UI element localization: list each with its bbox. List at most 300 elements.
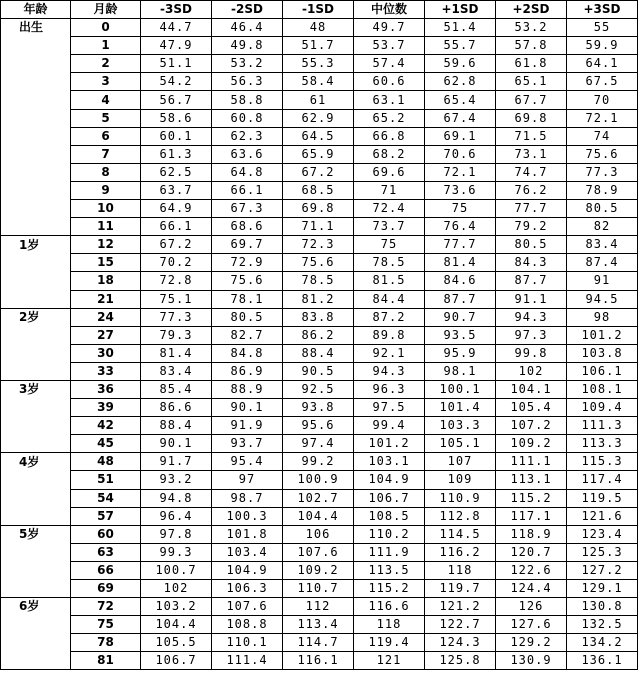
month-age-cell: 75 bbox=[71, 616, 141, 634]
age-group-cell bbox=[1, 561, 71, 579]
value-cell: 113.3 bbox=[567, 435, 638, 453]
month-age-cell: 60 bbox=[71, 525, 141, 543]
value-cell: 107.2 bbox=[496, 417, 567, 435]
table-row bbox=[1, 218, 638, 236]
value-cell: 91.7 bbox=[141, 453, 212, 471]
value-cell: 74.7 bbox=[496, 163, 567, 181]
value-cell: 77.3 bbox=[141, 308, 212, 326]
value-cell: 76.2 bbox=[496, 181, 567, 199]
value-cell: 71 bbox=[354, 181, 425, 199]
value-cell: 107.6 bbox=[283, 543, 354, 561]
month-age-cell: 54 bbox=[71, 489, 141, 507]
value-cell: 99.4 bbox=[354, 417, 425, 435]
month-age-cell: 2 bbox=[71, 55, 141, 73]
value-cell: 87.7 bbox=[496, 272, 567, 290]
header-age: 年龄 bbox=[1, 1, 71, 19]
value-cell: 124.3 bbox=[425, 634, 496, 652]
value-cell: 75.6 bbox=[212, 272, 283, 290]
value-cell: 121.6 bbox=[567, 507, 638, 525]
age-group-cell bbox=[1, 507, 71, 525]
value-cell: 101.2 bbox=[567, 326, 638, 344]
month-age-cell: 81 bbox=[71, 652, 141, 670]
value-cell: 72.1 bbox=[425, 163, 496, 181]
value-cell: 97.8 bbox=[141, 525, 212, 543]
value-cell: 102 bbox=[141, 580, 212, 598]
age-group-cell bbox=[1, 181, 71, 199]
value-cell: 114.5 bbox=[425, 525, 496, 543]
table-row bbox=[1, 272, 638, 290]
header-minus-2sd: -2SD bbox=[212, 1, 283, 19]
value-cell: 106.3 bbox=[212, 580, 283, 598]
table-header-row bbox=[1, 1, 638, 19]
value-cell: 94.3 bbox=[496, 308, 567, 326]
age-group-cell bbox=[1, 471, 71, 489]
value-cell: 55.3 bbox=[283, 55, 354, 73]
table-row bbox=[1, 344, 638, 362]
table-row bbox=[1, 417, 638, 435]
value-cell: 61.3 bbox=[141, 145, 212, 163]
value-cell: 112.8 bbox=[425, 507, 496, 525]
value-cell: 55 bbox=[567, 19, 638, 37]
value-cell: 69.8 bbox=[496, 109, 567, 127]
value-cell: 122.6 bbox=[496, 561, 567, 579]
value-cell: 67.2 bbox=[141, 236, 212, 254]
value-cell: 68.2 bbox=[354, 145, 425, 163]
month-age-cell: 5 bbox=[71, 109, 141, 127]
value-cell: 96.3 bbox=[354, 380, 425, 398]
value-cell: 68.6 bbox=[212, 218, 283, 236]
value-cell: 75 bbox=[425, 200, 496, 218]
age-group-cell: 2岁 bbox=[1, 308, 71, 326]
header-month: 月龄 bbox=[71, 1, 141, 19]
value-cell: 71.1 bbox=[283, 218, 354, 236]
value-cell: 103.2 bbox=[141, 598, 212, 616]
value-cell: 115.3 bbox=[567, 453, 638, 471]
value-cell: 95.6 bbox=[283, 417, 354, 435]
table-row bbox=[1, 145, 638, 163]
value-cell: 60.6 bbox=[354, 73, 425, 91]
value-cell: 94.5 bbox=[567, 290, 638, 308]
month-age-cell: 11 bbox=[71, 218, 141, 236]
month-age-cell: 63 bbox=[71, 543, 141, 561]
month-age-cell: 78 bbox=[71, 634, 141, 652]
value-cell: 117.4 bbox=[567, 471, 638, 489]
value-cell: 103.1 bbox=[354, 453, 425, 471]
month-age-cell: 42 bbox=[71, 417, 141, 435]
value-cell: 66.1 bbox=[212, 181, 283, 199]
value-cell: 111.1 bbox=[496, 453, 567, 471]
table-row bbox=[1, 580, 638, 598]
table-row bbox=[1, 435, 638, 453]
value-cell: 97.3 bbox=[496, 326, 567, 344]
value-cell: 102.7 bbox=[283, 489, 354, 507]
value-cell: 80.5 bbox=[496, 236, 567, 254]
value-cell: 80.5 bbox=[567, 200, 638, 218]
value-cell: 106.7 bbox=[354, 489, 425, 507]
value-cell: 98 bbox=[567, 308, 638, 326]
value-cell: 105.5 bbox=[141, 634, 212, 652]
table-row bbox=[1, 598, 638, 616]
value-cell: 93.5 bbox=[425, 326, 496, 344]
table-row bbox=[1, 127, 638, 145]
value-cell: 95.4 bbox=[212, 453, 283, 471]
value-cell: 104.9 bbox=[354, 471, 425, 489]
value-cell: 118 bbox=[425, 561, 496, 579]
age-group-cell bbox=[1, 145, 71, 163]
age-group-cell bbox=[1, 109, 71, 127]
value-cell: 110.2 bbox=[354, 525, 425, 543]
value-cell: 72.9 bbox=[212, 254, 283, 272]
value-cell: 46.4 bbox=[212, 19, 283, 37]
value-cell: 86.2 bbox=[283, 326, 354, 344]
value-cell: 59.6 bbox=[425, 55, 496, 73]
value-cell: 90.1 bbox=[141, 435, 212, 453]
month-age-cell: 45 bbox=[71, 435, 141, 453]
value-cell: 69.7 bbox=[212, 236, 283, 254]
value-cell: 104.4 bbox=[141, 616, 212, 634]
value-cell: 78.5 bbox=[283, 272, 354, 290]
table-row bbox=[1, 19, 638, 37]
value-cell: 62.8 bbox=[425, 73, 496, 91]
value-cell: 88.9 bbox=[212, 380, 283, 398]
value-cell: 125.8 bbox=[425, 652, 496, 670]
month-age-cell: 1 bbox=[71, 37, 141, 55]
value-cell: 73.7 bbox=[354, 218, 425, 236]
table-row bbox=[1, 254, 638, 272]
value-cell: 90.1 bbox=[212, 399, 283, 417]
month-age-cell: 36 bbox=[71, 380, 141, 398]
value-cell: 130.9 bbox=[496, 652, 567, 670]
value-cell: 53.2 bbox=[212, 55, 283, 73]
value-cell: 65.2 bbox=[354, 109, 425, 127]
value-cell: 117.1 bbox=[496, 507, 567, 525]
month-age-cell: 51 bbox=[71, 471, 141, 489]
value-cell: 125.3 bbox=[567, 543, 638, 561]
value-cell: 57.8 bbox=[496, 37, 567, 55]
value-cell: 119.4 bbox=[354, 634, 425, 652]
month-age-cell: 72 bbox=[71, 598, 141, 616]
value-cell: 107.6 bbox=[212, 598, 283, 616]
age-group-cell: 出生 bbox=[1, 19, 71, 37]
value-cell: 86.6 bbox=[141, 399, 212, 417]
value-cell: 119.5 bbox=[567, 489, 638, 507]
value-cell: 75 bbox=[354, 236, 425, 254]
value-cell: 101.8 bbox=[212, 525, 283, 543]
value-cell: 70.2 bbox=[141, 254, 212, 272]
value-cell: 74 bbox=[567, 127, 638, 145]
month-age-cell: 3 bbox=[71, 73, 141, 91]
value-cell: 124.4 bbox=[496, 580, 567, 598]
table-row bbox=[1, 181, 638, 199]
age-group-cell bbox=[1, 73, 71, 91]
value-cell: 102 bbox=[496, 362, 567, 380]
age-group-cell bbox=[1, 543, 71, 561]
value-cell: 98.1 bbox=[425, 362, 496, 380]
value-cell: 93.2 bbox=[141, 471, 212, 489]
value-cell: 103.3 bbox=[425, 417, 496, 435]
table-body bbox=[1, 19, 638, 670]
value-cell: 82.7 bbox=[212, 326, 283, 344]
value-cell: 103.4 bbox=[212, 543, 283, 561]
value-cell: 86.9 bbox=[212, 362, 283, 380]
value-cell: 87.4 bbox=[567, 254, 638, 272]
age-group-cell bbox=[1, 254, 71, 272]
age-group-cell bbox=[1, 652, 71, 670]
value-cell: 91.1 bbox=[496, 290, 567, 308]
table-row bbox=[1, 200, 638, 218]
age-group-cell bbox=[1, 489, 71, 507]
header-plus-1sd: +1SD bbox=[425, 1, 496, 19]
age-group-cell bbox=[1, 417, 71, 435]
table-row bbox=[1, 73, 638, 91]
table-row bbox=[1, 561, 638, 579]
value-cell: 79.3 bbox=[141, 326, 212, 344]
value-cell: 99.3 bbox=[141, 543, 212, 561]
value-cell: 88.4 bbox=[141, 417, 212, 435]
month-age-cell: 48 bbox=[71, 453, 141, 471]
month-age-cell: 6 bbox=[71, 127, 141, 145]
header-minus-1sd: -1SD bbox=[283, 1, 354, 19]
value-cell: 97.5 bbox=[354, 399, 425, 417]
value-cell: 77.7 bbox=[496, 200, 567, 218]
value-cell: 95.9 bbox=[425, 344, 496, 362]
value-cell: 91.9 bbox=[212, 417, 283, 435]
value-cell: 80.5 bbox=[212, 308, 283, 326]
value-cell: 72.3 bbox=[283, 236, 354, 254]
value-cell: 81.2 bbox=[283, 290, 354, 308]
month-age-cell: 15 bbox=[71, 254, 141, 272]
value-cell: 59.9 bbox=[567, 37, 638, 55]
table-row bbox=[1, 399, 638, 417]
value-cell: 56.7 bbox=[141, 91, 212, 109]
value-cell: 107 bbox=[425, 453, 496, 471]
table-row bbox=[1, 91, 638, 109]
value-cell: 65.9 bbox=[283, 145, 354, 163]
value-cell: 72.4 bbox=[354, 200, 425, 218]
age-group-cell: 3岁 bbox=[1, 380, 71, 398]
value-cell: 101.4 bbox=[425, 399, 496, 417]
value-cell: 60.1 bbox=[141, 127, 212, 145]
value-cell: 72.1 bbox=[567, 109, 638, 127]
value-cell: 129.2 bbox=[496, 634, 567, 652]
month-age-cell: 69 bbox=[71, 580, 141, 598]
value-cell: 136.1 bbox=[567, 652, 638, 670]
age-group-cell bbox=[1, 163, 71, 181]
value-cell: 109.2 bbox=[496, 435, 567, 453]
age-group-cell bbox=[1, 634, 71, 652]
month-age-cell: 7 bbox=[71, 145, 141, 163]
value-cell: 63.6 bbox=[212, 145, 283, 163]
value-cell: 115.2 bbox=[354, 580, 425, 598]
value-cell: 113.5 bbox=[354, 561, 425, 579]
value-cell: 67.2 bbox=[283, 163, 354, 181]
value-cell: 120.7 bbox=[496, 543, 567, 561]
header-plus-2sd: +2SD bbox=[496, 1, 567, 19]
value-cell: 106.7 bbox=[141, 652, 212, 670]
value-cell: 75.6 bbox=[567, 145, 638, 163]
value-cell: 90.5 bbox=[283, 362, 354, 380]
value-cell: 81.4 bbox=[425, 254, 496, 272]
age-group-cell: 4岁 bbox=[1, 453, 71, 471]
value-cell: 84.6 bbox=[425, 272, 496, 290]
table-row bbox=[1, 616, 638, 634]
value-cell: 103.8 bbox=[567, 344, 638, 362]
value-cell: 106 bbox=[283, 525, 354, 543]
table-row bbox=[1, 109, 638, 127]
value-cell: 106.1 bbox=[567, 362, 638, 380]
value-cell: 73.1 bbox=[496, 145, 567, 163]
value-cell: 55.7 bbox=[425, 37, 496, 55]
month-age-cell: 4 bbox=[71, 91, 141, 109]
value-cell: 82 bbox=[567, 218, 638, 236]
table-row bbox=[1, 453, 638, 471]
value-cell: 48 bbox=[283, 19, 354, 37]
value-cell: 68.5 bbox=[283, 181, 354, 199]
table-row bbox=[1, 380, 638, 398]
table-row bbox=[1, 236, 638, 254]
value-cell: 81.5 bbox=[354, 272, 425, 290]
age-group-cell bbox=[1, 55, 71, 73]
value-cell: 64.5 bbox=[283, 127, 354, 145]
value-cell: 90.7 bbox=[425, 308, 496, 326]
value-cell: 78.1 bbox=[212, 290, 283, 308]
value-cell: 49.7 bbox=[354, 19, 425, 37]
value-cell: 104.4 bbox=[283, 507, 354, 525]
value-cell: 113.4 bbox=[283, 616, 354, 634]
value-cell: 66.1 bbox=[141, 218, 212, 236]
age-group-cell: 1岁 bbox=[1, 236, 71, 254]
value-cell: 83.4 bbox=[141, 362, 212, 380]
value-cell: 64.8 bbox=[212, 163, 283, 181]
value-cell: 77.7 bbox=[425, 236, 496, 254]
month-age-cell: 39 bbox=[71, 399, 141, 417]
table-row bbox=[1, 290, 638, 308]
value-cell: 111.9 bbox=[354, 543, 425, 561]
value-cell: 93.8 bbox=[283, 399, 354, 417]
value-cell: 71.5 bbox=[496, 127, 567, 145]
value-cell: 78.9 bbox=[567, 181, 638, 199]
value-cell: 93.7 bbox=[212, 435, 283, 453]
age-group-cell bbox=[1, 344, 71, 362]
value-cell: 84.8 bbox=[212, 344, 283, 362]
month-age-cell: 12 bbox=[71, 236, 141, 254]
value-cell: 49.8 bbox=[212, 37, 283, 55]
value-cell: 61 bbox=[283, 91, 354, 109]
month-age-cell: 33 bbox=[71, 362, 141, 380]
value-cell: 127.2 bbox=[567, 561, 638, 579]
age-group-cell bbox=[1, 362, 71, 380]
month-age-cell: 30 bbox=[71, 344, 141, 362]
table-row bbox=[1, 525, 638, 543]
table-row bbox=[1, 308, 638, 326]
value-cell: 109.2 bbox=[283, 561, 354, 579]
value-cell: 118 bbox=[354, 616, 425, 634]
value-cell: 69.6 bbox=[354, 163, 425, 181]
table-row bbox=[1, 634, 638, 652]
value-cell: 111.4 bbox=[212, 652, 283, 670]
value-cell: 67.5 bbox=[567, 73, 638, 91]
value-cell: 51.7 bbox=[283, 37, 354, 55]
month-age-cell: 0 bbox=[71, 19, 141, 37]
month-age-cell: 66 bbox=[71, 561, 141, 579]
value-cell: 121 bbox=[354, 652, 425, 670]
age-group-cell bbox=[1, 91, 71, 109]
value-cell: 64.1 bbox=[567, 55, 638, 73]
month-age-cell: 18 bbox=[71, 272, 141, 290]
value-cell: 63.1 bbox=[354, 91, 425, 109]
value-cell: 58.4 bbox=[283, 73, 354, 91]
value-cell: 60.8 bbox=[212, 109, 283, 127]
age-group-cell: 5岁 bbox=[1, 525, 71, 543]
value-cell: 94.3 bbox=[354, 362, 425, 380]
value-cell: 87.2 bbox=[354, 308, 425, 326]
age-group-cell bbox=[1, 580, 71, 598]
header-minus-3sd: -3SD bbox=[141, 1, 212, 19]
value-cell: 84.4 bbox=[354, 290, 425, 308]
value-cell: 97.4 bbox=[283, 435, 354, 453]
value-cell: 127.6 bbox=[496, 616, 567, 634]
value-cell: 88.4 bbox=[283, 344, 354, 362]
value-cell: 87.7 bbox=[425, 290, 496, 308]
value-cell: 61.8 bbox=[496, 55, 567, 73]
value-cell: 116.2 bbox=[425, 543, 496, 561]
value-cell: 100.7 bbox=[141, 561, 212, 579]
age-group-cell bbox=[1, 435, 71, 453]
month-age-cell: 24 bbox=[71, 308, 141, 326]
value-cell: 99.2 bbox=[283, 453, 354, 471]
value-cell: 85.4 bbox=[141, 380, 212, 398]
value-cell: 100.1 bbox=[425, 380, 496, 398]
value-cell: 58.6 bbox=[141, 109, 212, 127]
value-cell: 89.8 bbox=[354, 326, 425, 344]
value-cell: 53.7 bbox=[354, 37, 425, 55]
table-row bbox=[1, 37, 638, 55]
value-cell: 73.6 bbox=[425, 181, 496, 199]
value-cell: 57.4 bbox=[354, 55, 425, 73]
value-cell: 75.1 bbox=[141, 290, 212, 308]
value-cell: 83.8 bbox=[283, 308, 354, 326]
value-cell: 92.1 bbox=[354, 344, 425, 362]
value-cell: 118.9 bbox=[496, 525, 567, 543]
value-cell: 78.5 bbox=[354, 254, 425, 272]
value-cell: 62.9 bbox=[283, 109, 354, 127]
value-cell: 91 bbox=[567, 272, 638, 290]
value-cell: 116.6 bbox=[354, 598, 425, 616]
value-cell: 129.1 bbox=[567, 580, 638, 598]
value-cell: 108.8 bbox=[212, 616, 283, 634]
value-cell: 100.9 bbox=[283, 471, 354, 489]
value-cell: 108.1 bbox=[567, 380, 638, 398]
value-cell: 70.6 bbox=[425, 145, 496, 163]
age-group-cell bbox=[1, 127, 71, 145]
value-cell: 53.2 bbox=[496, 19, 567, 37]
value-cell: 84.3 bbox=[496, 254, 567, 272]
month-age-cell: 10 bbox=[71, 200, 141, 218]
value-cell: 96.4 bbox=[141, 507, 212, 525]
value-cell: 121.2 bbox=[425, 598, 496, 616]
value-cell: 70 bbox=[567, 91, 638, 109]
value-cell: 64.9 bbox=[141, 200, 212, 218]
value-cell: 72.8 bbox=[141, 272, 212, 290]
value-cell: 114.7 bbox=[283, 634, 354, 652]
value-cell: 54.2 bbox=[141, 73, 212, 91]
value-cell: 67.7 bbox=[496, 91, 567, 109]
value-cell: 110.9 bbox=[425, 489, 496, 507]
value-cell: 104.9 bbox=[212, 561, 283, 579]
value-cell: 51.1 bbox=[141, 55, 212, 73]
age-group-cell bbox=[1, 272, 71, 290]
value-cell: 77.3 bbox=[567, 163, 638, 181]
